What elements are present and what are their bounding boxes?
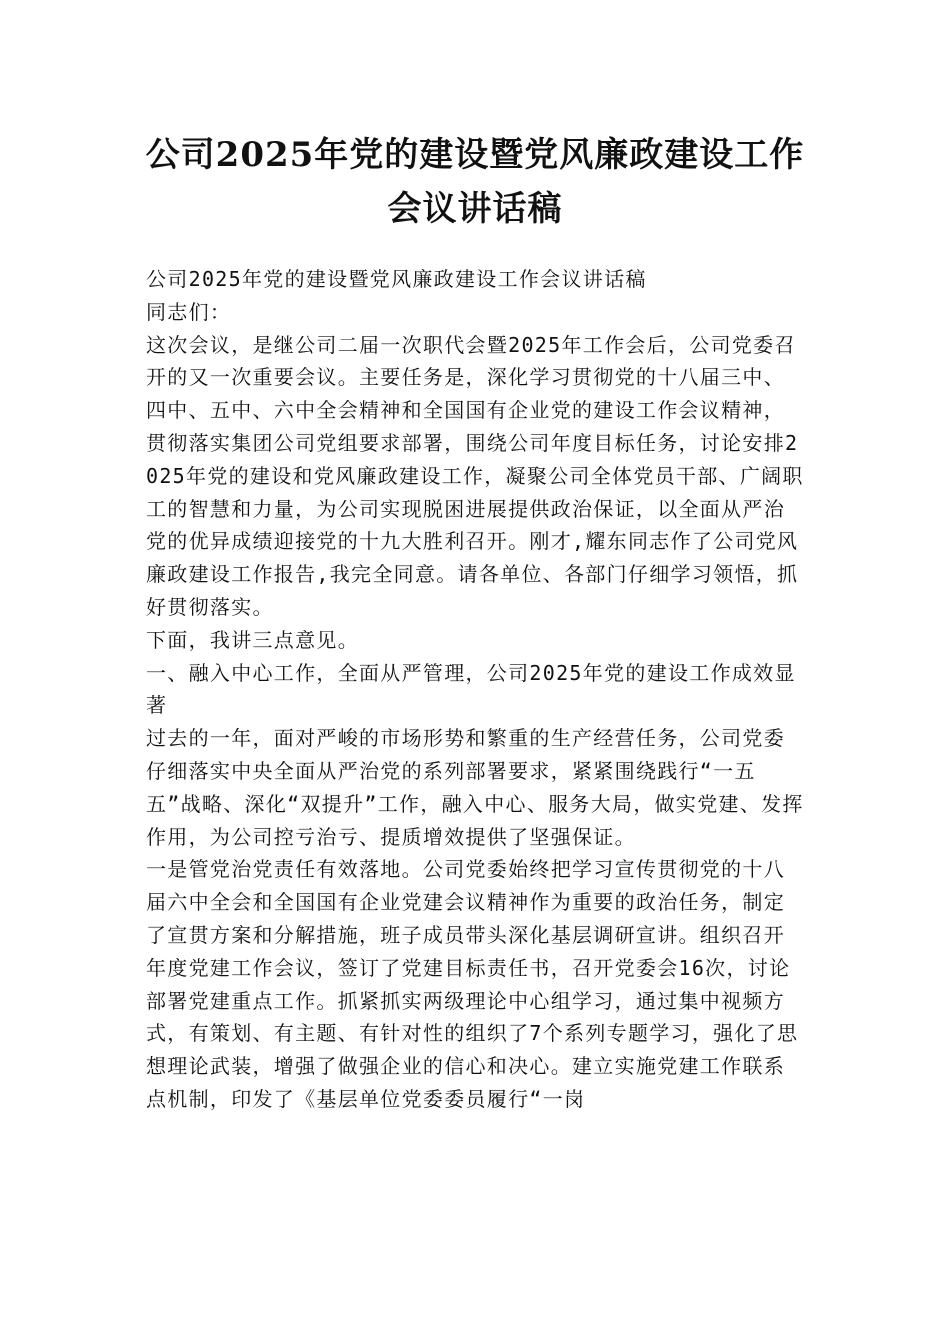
summary-paragraph: 过去的一年，面对严峻的市场形势和繁重的生产经营任务，公司党委仔细落实中央全面从严治党的系列部署要求，紧紧围绕践行“一五五”战略、深化“双提升”工作，融入中心、服务大局，做实党建、发挥作用，为公司控亏治亏、提质增效提供了坚强保证。	[146, 726, 804, 849]
document-title-line-2: 会议讲话稿	[387, 189, 563, 229]
document-body	[146, 263, 806, 1116]
point-one-paragraph: 一是管党治党责任有效落地。公司党委始终把学习宣传贯彻党的十八届六中全会和全国国有企业党建会议精神作为重要的政治任务，制定了宣贯方案和分解措施，班子成员带头深化基层调研宣讲。组织召开年度党建工作会议，签订了党建目标责任书，召开党委会16次，讨论部署党建重点工作。抓紧抓实两级理论中心组学习，通过集中视频方式，有策划、有主题、有针对性的组织了7个系列专题学习，强化了思想理论武装，增强了做强企业的信心和决心。建立实施党建工作联系点机制，印发了《基层单位党委委员履行“一岗	[146, 857, 799, 1111]
transition-paragraph: 下面，我讲三点意见。	[146, 627, 359, 652]
intro-paragraph: 这次会议，是继公司二届一次职代会暨2025年工作会后，公司党委召开的又一次重要会议。主要任务是，深化学习贯彻党的十八届三中、四中、五中、六中全会精神和全国国有企业党的建设工作会议精神，贯彻落实集团公司党组要求部署，围绕公司年度目标任务，讨论安排2025年党的建设和党风廉政建设工作，凝聚公司全体党员干部、广阔职工的智慧和力量，为公司实现脱困进展提供政治保证，以全面从严治党的优异成绩迎接党的十九大胜利召开。刚才,耀东同志作了公司党风廉政建设工作报告,我完全同意。请各单位、各部门仔细学习领悟，抓好贯彻落实。	[146, 332, 804, 619]
subtitle-paragraph: 公司2025年党的建设暨党风廉政建设工作会议讲话稿	[146, 267, 647, 291]
document-title	[60, 128, 890, 236]
document-title-line-1: 公司2025年党的建设暨党风廉政建设工作	[145, 135, 805, 175]
section-heading-1: 一、融入中心工作，全面从严管理，公司2025年党的建设工作成效显著	[146, 660, 796, 718]
salutation-paragraph: 同志们：	[146, 299, 232, 324]
